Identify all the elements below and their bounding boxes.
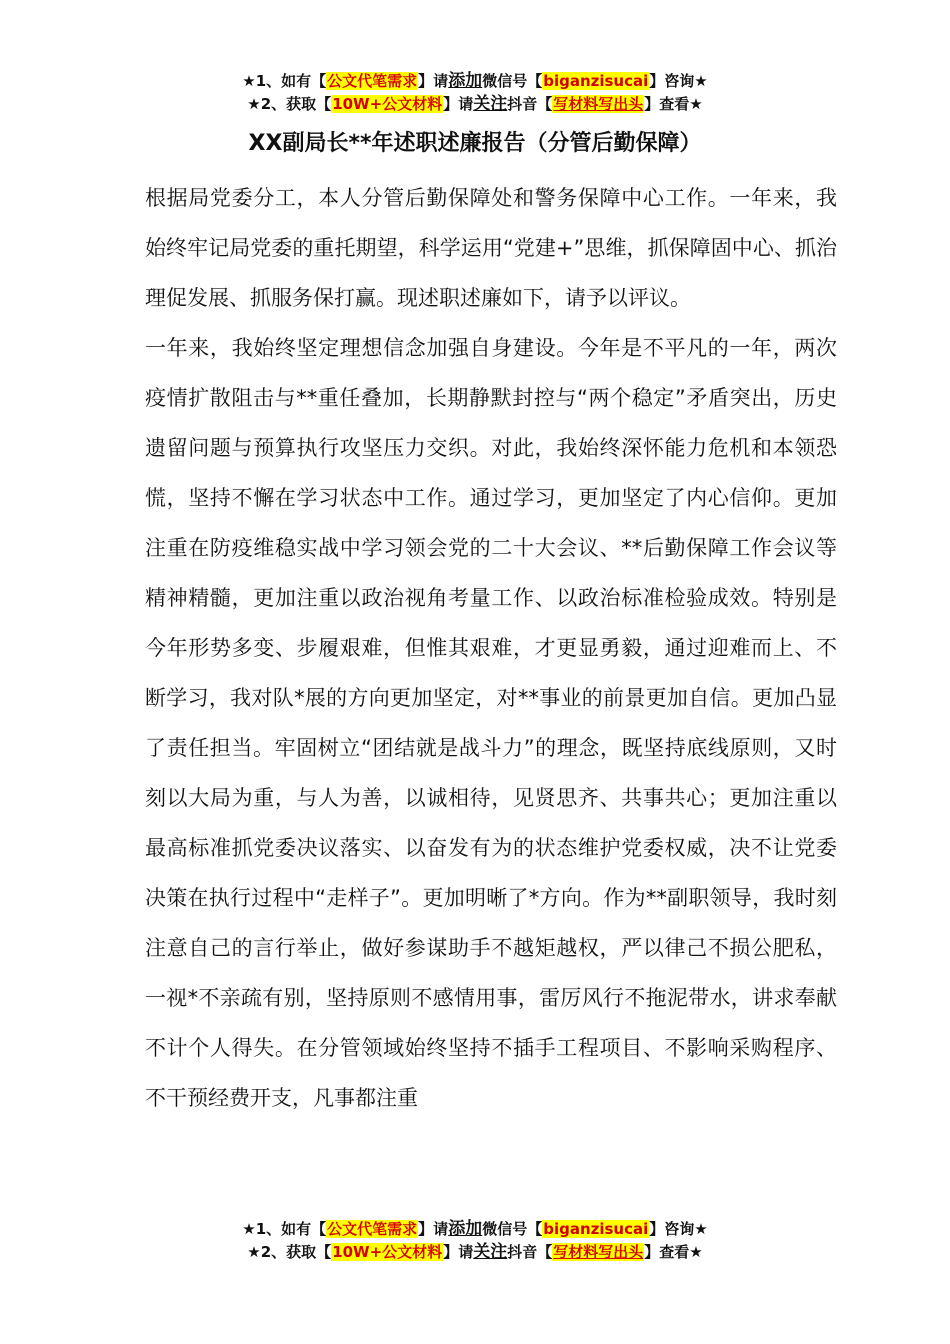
promo-highlight: 写材料写出头 xyxy=(553,1243,644,1261)
promo-text: 】查看★ xyxy=(644,1243,703,1261)
promo-highlight: 10W+公文材料 xyxy=(332,95,443,113)
paragraph: 根据局党委分工，本人分管后勤保障处和警务保障中心工作。一年来，我始终牢记局党委的重托期望，科学运用“党建+”思维，抓保障固中心、抓治理促发展、抓服务保打赢。现述职述廉如下，请予以评议。 xyxy=(145,186,837,310)
promo-line-2 xyxy=(0,93,950,116)
document-body xyxy=(145,173,837,1123)
promo-text: ★1、如有【 xyxy=(242,72,327,90)
promo-emphasis: 添加 xyxy=(448,71,483,91)
promo-header xyxy=(0,70,950,116)
promo-emphasis: 添加 xyxy=(448,1219,483,1239)
promo-line-2 xyxy=(0,1241,950,1264)
promo-line-1 xyxy=(0,1218,950,1241)
promo-text: 抖音【 xyxy=(507,95,553,113)
promo-line-1 xyxy=(0,70,950,93)
promo-highlight: 10W+公文材料 xyxy=(332,1243,443,1261)
promo-emphasis: 关注 xyxy=(473,94,508,114)
promo-text: 】咨询★ xyxy=(649,1220,708,1238)
promo-text: 】请 xyxy=(418,1220,449,1238)
promo-text: 】请 xyxy=(443,95,474,113)
document-title: XX副局长**年述职述廉报告（分管后勤保障） xyxy=(248,131,702,156)
promo-text: 】请 xyxy=(418,72,449,90)
paragraph: 一年来，我始终坚定理想信念加强自身建设。今年是不平凡的一年，两次疫情扩散阻击与**重任叠加，长期静默封控与“两个稳定”矛盾突出，历史遗留问题与预算执行攻坚压力交织。对此，我始终深怀能力危机和本领恐慌，坚持不懈在学习状态中工作。通过学习，更加坚定了内心信仰。更加注重在防疫维稳实战中学习领会党的二十大会议、**后勤保障工作会议等精神精髓，更加注重以政治视角考量工作、以政治标准检验成效。特别是今年形势多变、步履艰难，但惟其艰难，才更显勇毅，通过迎难而上、不断学习，我对队*展的方向更加坚定，对**事业的前景更加自信。更加凸显了责任担当。牢固树立“团结就是战斗力”的理念，既坚持底线原则，又时刻以大局为重，与人为善，以诚相待，见贤思齐、共事共心；更加注重以最高标准抓党委决议落实、以奋发有为的状态维护党委权威，决不让党委决策在执行过程中“走样子”。更加明晰了*方向。作为**副职领导，我时刻注意自己的言行举止，做好参谋助手不越矩越权，严以律己不损公肥私，一视*不亲疏有别，坚持原则不感情用事，雷厉风行不拖泥带水，讲求奉献不计个人得失。在分管领域始终坚持不插手工程项目、不影响采购程序、不干预经费开支，凡事都注重 xyxy=(145,336,837,1110)
promo-text: 抖音【 xyxy=(507,1243,553,1261)
promo-text: 微信号【 xyxy=(482,72,543,90)
promo-text: 】查看★ xyxy=(644,95,703,113)
promo-text: 】咨询★ xyxy=(649,72,708,90)
promo-highlight: biganzisucai xyxy=(543,1220,649,1238)
promo-highlight: biganzisucai xyxy=(543,72,649,90)
promo-highlight: 公文代笔需求 xyxy=(327,1220,418,1238)
promo-text: ★2、获取【 xyxy=(247,1243,332,1261)
promo-highlight: 公文代笔需求 xyxy=(327,72,418,90)
promo-footer xyxy=(0,1218,950,1264)
promo-highlight: 写材料写出头 xyxy=(553,95,644,113)
promo-text: ★1、如有【 xyxy=(242,1220,327,1238)
promo-emphasis: 关注 xyxy=(473,1242,508,1262)
promo-text: 】请 xyxy=(443,1243,474,1261)
promo-text: ★2、获取【 xyxy=(247,95,332,113)
promo-text: 微信号【 xyxy=(482,1220,543,1238)
